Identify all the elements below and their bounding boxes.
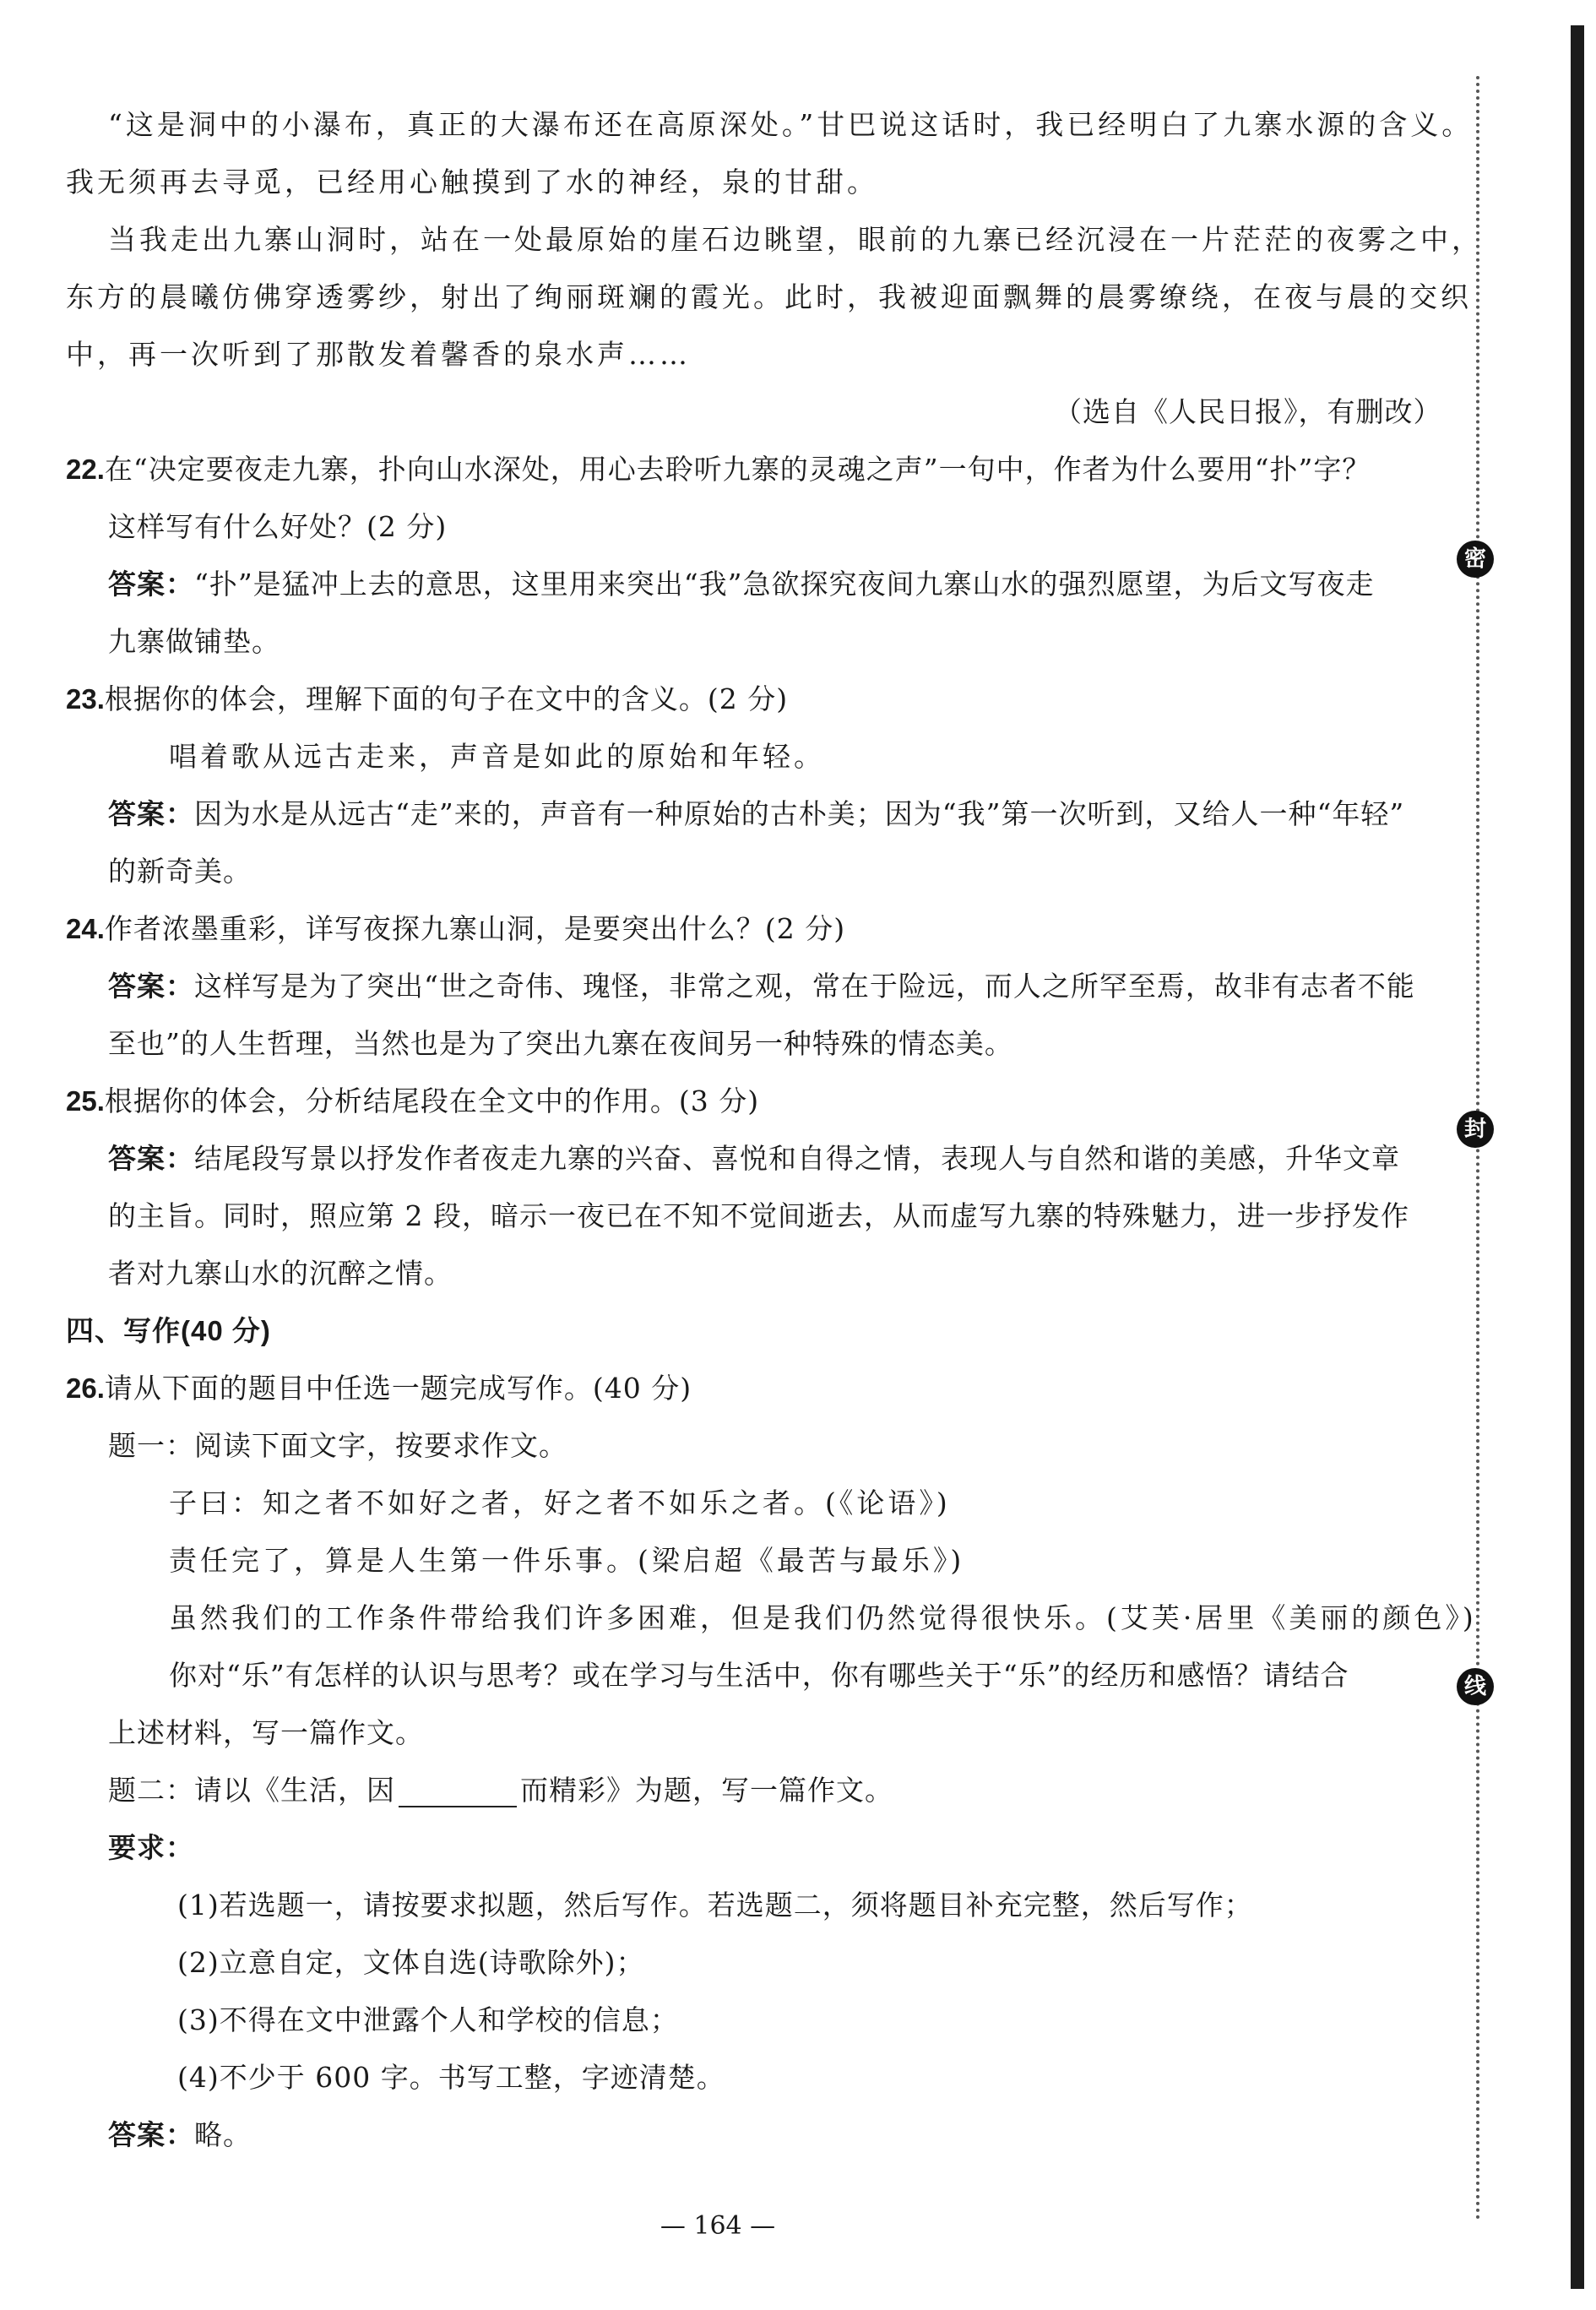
passage-line: 当我走出九寨山洞时，站在一处最原始的崖石边眺望，眼前的九寨已经沉浸在一片茫茫的夜雾之中， [108, 223, 1483, 256]
requirement-item: (4)不少于 600 字。书写工整，字迹清楚。 [177, 2061, 725, 2094]
answer-text: 结尾段写景以抒发作者夜走九寨的兴奋、喜悦和自得之情，表现人与自然和谐的美感，升华文章 [194, 1142, 1400, 1175]
answer-22 [108, 568, 1374, 601]
answer-text: “扑”是猛冲上去的意思，这里用来突出“我”急欲探究夜间九寨山水的强烈愿望，为后文写夜走 [194, 568, 1375, 601]
prompt-text: 上述材料，写一篇作文。 [108, 1716, 424, 1749]
question-number: 23. [66, 683, 105, 715]
question-22 [66, 453, 1371, 486]
answer-26 [108, 2118, 252, 2152]
question-text: 根据你的体会，分析结尾段在全文中的作用。(3 分) [104, 1084, 760, 1117]
fill-blank [399, 1780, 517, 1807]
prompt-two-post: 而精彩》为题，写一篇作文。 [520, 1774, 893, 1807]
question-text: 作者浓墨重彩，详写夜探九寨山洞，是要突出什么？(2 分) [104, 912, 846, 945]
binding-dotted-line [1476, 76, 1479, 2221]
answer-text: 的主旨。同时，照应第 2 段，暗示一夜已在不知不觉间逝去，从而虚写九寨的特殊魅力，进一步抒发作 [108, 1199, 1409, 1232]
passage-line: 东方的晨曦仿佛穿透雾纱，射出了绚丽斑斓的霞光。此时，我被迎面飘舞的晨雾缭绕，在夜与晨的交织 [66, 280, 1472, 313]
question-text: 这样写有什么好处？(2 分) [108, 510, 448, 543]
requirements-label: 要求： [108, 1832, 194, 1863]
answer-text: 至也”的人生哲理，当然也是为了突出九寨在夜间另一种特殊的情态美。 [108, 1027, 1013, 1060]
quoted-sentence: 唱着歌从远古走来，声音是如此的原始和年轻。 [169, 740, 825, 773]
prompt-one: 题一：阅读下面文字，按要求作文。 [108, 1429, 567, 1462]
answer-text: 这样写是为了突出“世之奇伟、瑰怪，非常之观，常在于险远，而人之所罕至焉，故非有志者不能 [194, 970, 1415, 1003]
prompt-two [108, 1774, 893, 1807]
question-text: 请从下面的题目中任选一题完成写作。(40 分) [104, 1372, 692, 1405]
answer-label: 答案： [108, 1143, 194, 1174]
question-number: 25. [66, 1085, 105, 1117]
section-heading: 四、写作(40 分) [66, 1315, 271, 1346]
binding-mark-xian: 线 [1457, 1668, 1494, 1705]
answer-23 [108, 797, 1404, 831]
prompt-text: 你对“乐”有怎样的认识与思考？或在学习与生活中，你有哪些关于“乐”的经历和感悟？请结合 [169, 1659, 1349, 1692]
answer-label: 答案： [108, 568, 194, 600]
requirement-item: (3)不得在文中泄露个人和学校的信息； [177, 2003, 679, 2036]
prompt-two-pre: 题二：请以《生活，因 [108, 1774, 395, 1807]
answer-text: 略。 [194, 2118, 252, 2151]
answer-label: 答案： [108, 798, 194, 829]
question-text: 根据你的体会，理解下面的句子在文中的含义。(2 分) [104, 682, 789, 715]
answer-24 [108, 970, 1415, 1003]
binding-mark-feng: 封 [1457, 1111, 1494, 1148]
binding-mark-mi: 密 [1457, 541, 1494, 578]
question-number: 26. [66, 1372, 105, 1404]
answer-25 [108, 1142, 1400, 1176]
answer-text: 九寨做铺垫。 [108, 625, 280, 658]
requirement-item: (1)若选题一，请按要求拟题，然后写作。若选题二，须将题目补充完整，然后写作； [177, 1889, 1253, 1921]
question-text: 在“决定要夜走九寨，扑向山水深处，用心去聆听九寨的灵魂之声”一句中，作者为什么要用“扑”字？ [104, 453, 1371, 486]
page-number: — 164 — [660, 2211, 776, 2241]
question-26 [66, 1372, 692, 1405]
question-number: 24. [66, 913, 105, 944]
passage-line: 我无须再去寻觅，已经用心触摸到了水的神经，泉的甘甜。 [66, 166, 878, 198]
answer-text: 者对九寨山水的沉醉之情。 [108, 1257, 453, 1290]
answer-text: 因为水是从远古“走”来的，声音有一种原始的古朴美；因为“我”第一次听到，又给人一种“年轻” [194, 797, 1405, 830]
requirement-item: (2)立意自定，文体自选(诗歌除外)； [177, 1946, 645, 1979]
answer-label: 答案： [108, 2119, 194, 2150]
answer-text: 的新奇美。 [108, 855, 252, 888]
question-25 [66, 1084, 759, 1118]
answer-label: 答案： [108, 970, 194, 1002]
passage-source: （选自《人民日报》，有删改） [1054, 395, 1442, 428]
question-number: 22. [66, 454, 105, 485]
question-23 [66, 682, 788, 716]
material-line: 子曰：知之者不如好之者，好之者不如乐之者。(《论语》) [169, 1487, 951, 1519]
material-line: 责任完了，算是人生第一件乐事。(梁启超《最苦与最乐》) [169, 1544, 965, 1577]
material-line: 虽然我们的工作条件带给我们许多困难，但是我们仍然觉得很快乐。(艾芙·居里《美丽的颜色》) [169, 1601, 1477, 1634]
passage-line: 中，再一次听到了那散发着馨香的泉水声…… [66, 338, 691, 371]
question-24 [66, 912, 845, 946]
page-edge-shadow [1571, 25, 1584, 2289]
passage-line: “这是洞中的小瀑布，真正的大瀑布还在高原深处。”甘巴说这话时，我已经明白了九寨水源的含义。 [108, 108, 1474, 141]
